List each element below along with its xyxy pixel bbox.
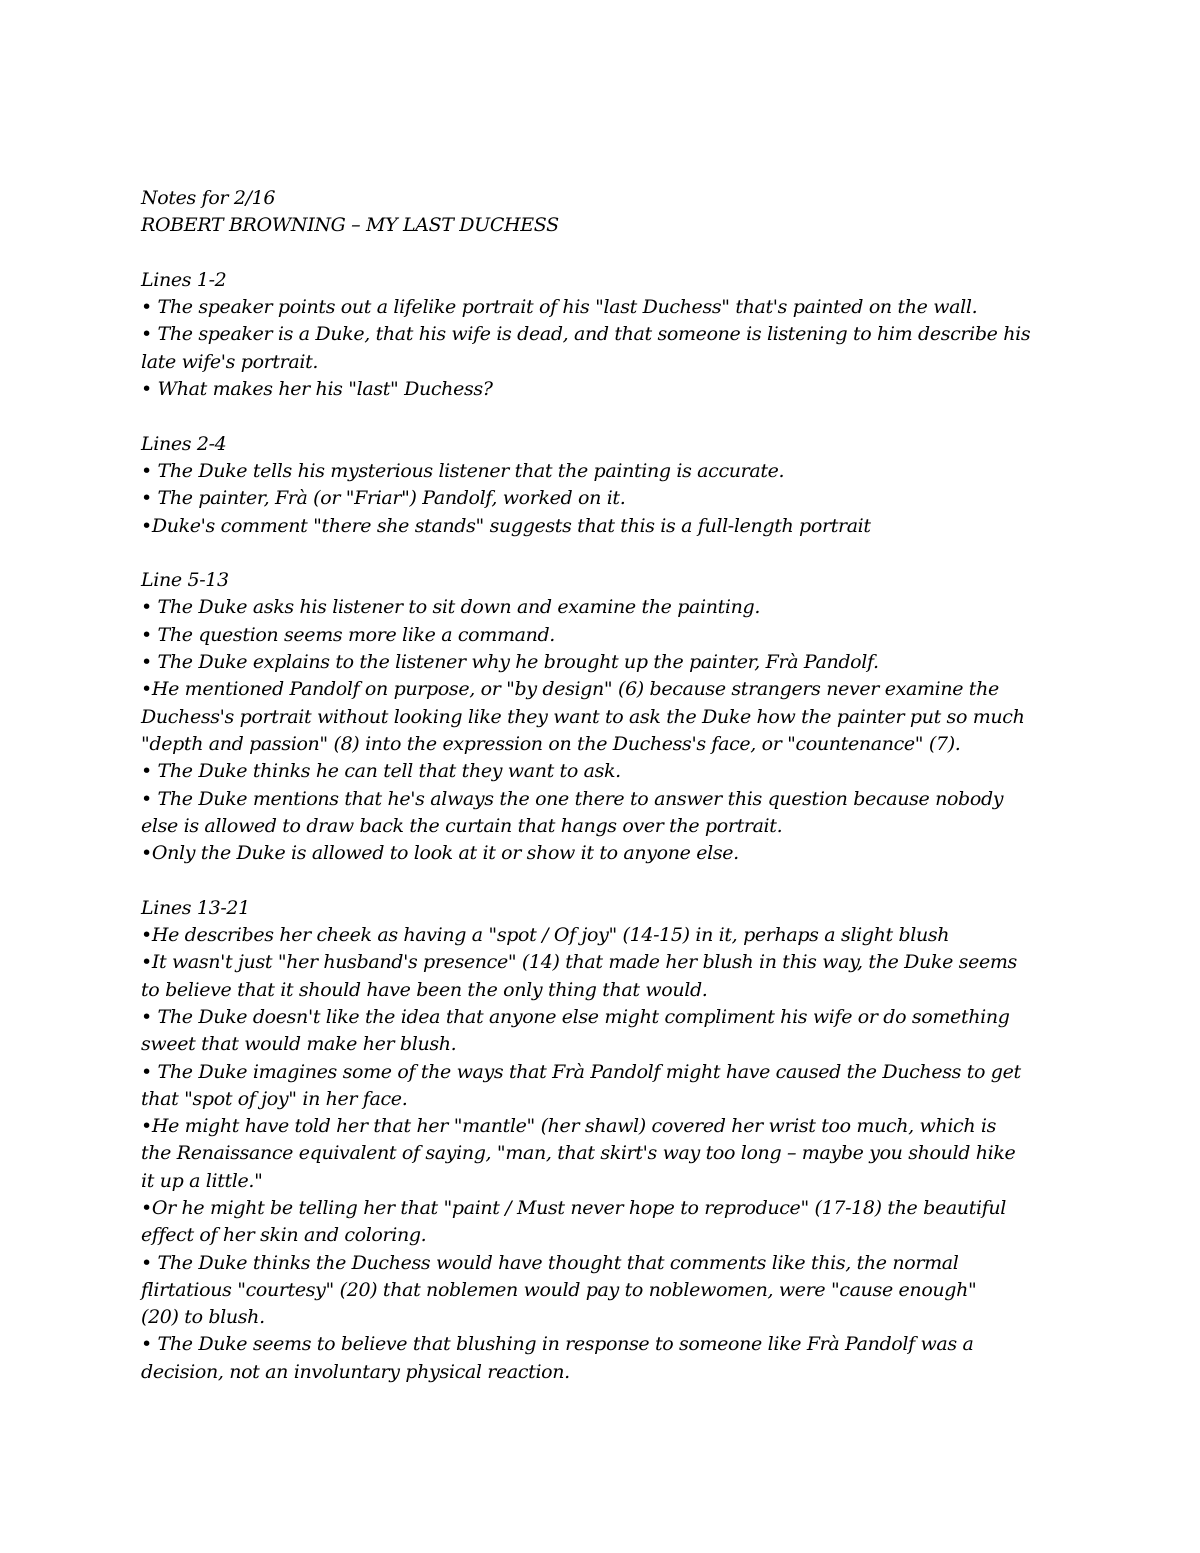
note-line: • The Duke seems to believe that blushing in response to someone like Frà Pandolf was a — [141, 1333, 974, 1356]
section-line-5-13 — [141, 567, 1081, 867]
spacer — [141, 403, 1081, 430]
document-header — [141, 185, 1081, 240]
poem-title: ROBERT BROWNING – MY LAST DUCHESS — [141, 214, 559, 237]
note-line: decision, not an involuntary physical reaction. — [141, 1360, 570, 1383]
note-line: •He might have told her that her "mantle" (her shawl) covered her wrist too much, which is — [141, 1115, 997, 1138]
note-line: • What makes her his "last" Duchess? — [141, 378, 493, 401]
spacer — [141, 240, 1081, 267]
note-line: it up a little." — [141, 1169, 263, 1192]
note-line: •He mentioned Pandolf on purpose, or "by design" (6) because strangers never examine the — [141, 678, 999, 701]
note-line: that "spot of joy" in her face. — [141, 1087, 408, 1110]
note-line: Duchess's portrait without looking like they want to ask the Duke how the painter put so much — [141, 705, 1025, 728]
note-line: "depth and passion" (8) into the expression on the Duchess's face, or "countenance" (7). — [141, 732, 961, 755]
note-line: flirtatious "courtesy" (20) that noblemen would pay to noblewomen, were "cause enough" — [141, 1278, 977, 1301]
notes-content — [141, 185, 1081, 1386]
note-line: • The Duke doesn't like the idea that anyone else might compliment his wife or do something — [141, 1005, 1010, 1028]
note-line: effect of her skin and coloring. — [141, 1224, 427, 1247]
section-lines-2-4 — [141, 431, 1081, 540]
spacer — [141, 867, 1081, 894]
note-line: • The Duke asks his listener to sit down and examine the painting. — [141, 596, 761, 619]
section-heading: Line 5-13 — [141, 569, 229, 592]
note-line: •Or he might be telling her that "paint / Must never hope to reproduce" (17-18) the beautiful — [141, 1196, 1007, 1219]
note-line: •Only the Duke is allowed to look at it or show it to anyone else. — [141, 842, 739, 865]
section-lines-1-2 — [141, 267, 1081, 403]
note-line: • The speaker points out a lifelike portrait of his "last Duchess" that's painted on the wall. — [141, 296, 978, 319]
note-line: • The question seems more like a command. — [141, 623, 555, 646]
section-heading: Lines 1-2 — [141, 268, 227, 291]
note-line: late wife's portrait. — [141, 350, 319, 373]
note-line: • The Duke mentions that he's always the one there to answer this question because nobody — [141, 787, 1004, 810]
note-line: • The Duke thinks he can tell that they want to ask. — [141, 760, 621, 783]
note-line: • The speaker is a Duke, that his wife is dead, and that someone is listening to him describe his — [141, 323, 1031, 346]
note-line: •He describes her cheek as having a "spot / Of joy" (14-15) in it, perhaps a slight blush — [141, 924, 950, 947]
spacer — [141, 540, 1081, 567]
note-line: •Duke's comment "there she stands" suggests that this is a full-length portrait — [141, 514, 871, 537]
section-heading: Lines 2-4 — [141, 432, 227, 455]
section-heading: Lines 13-21 — [141, 896, 250, 919]
note-line: • The Duke tells his mysterious listener that the painting is accurate. — [141, 459, 785, 482]
note-line: the Renaissance equivalent of saying, "man, that skirt's way too long – maybe you should hike — [141, 1142, 1016, 1165]
note-line: • The Duke imagines some of the ways that Frà Pandolf might have caused the Duchess to get — [141, 1060, 1021, 1083]
notes-title: Notes for 2/16 — [141, 187, 276, 209]
note-line: • The Duke explains to the listener why he brought up the painter, Frà Pandolf. — [141, 651, 879, 674]
note-line: • The Duke thinks the Duchess would have thought that comments like this, the normal — [141, 1251, 959, 1274]
note-line: •It wasn't just "her husband's presence" (14) that made her blush in this way, the Duke seems — [141, 951, 1017, 974]
note-line: sweet that would make her blush. — [141, 1033, 457, 1056]
note-line: to believe that it should have been the only thing that would. — [141, 978, 708, 1001]
section-lines-13-21 — [141, 895, 1081, 1386]
note-line: (20) to blush. — [141, 1306, 265, 1329]
note-line: else is allowed to draw back the curtain that hangs over the portrait. — [141, 814, 783, 837]
note-line: • The painter, Frà (or "Friar") Pandolf, worked on it. — [141, 487, 626, 510]
